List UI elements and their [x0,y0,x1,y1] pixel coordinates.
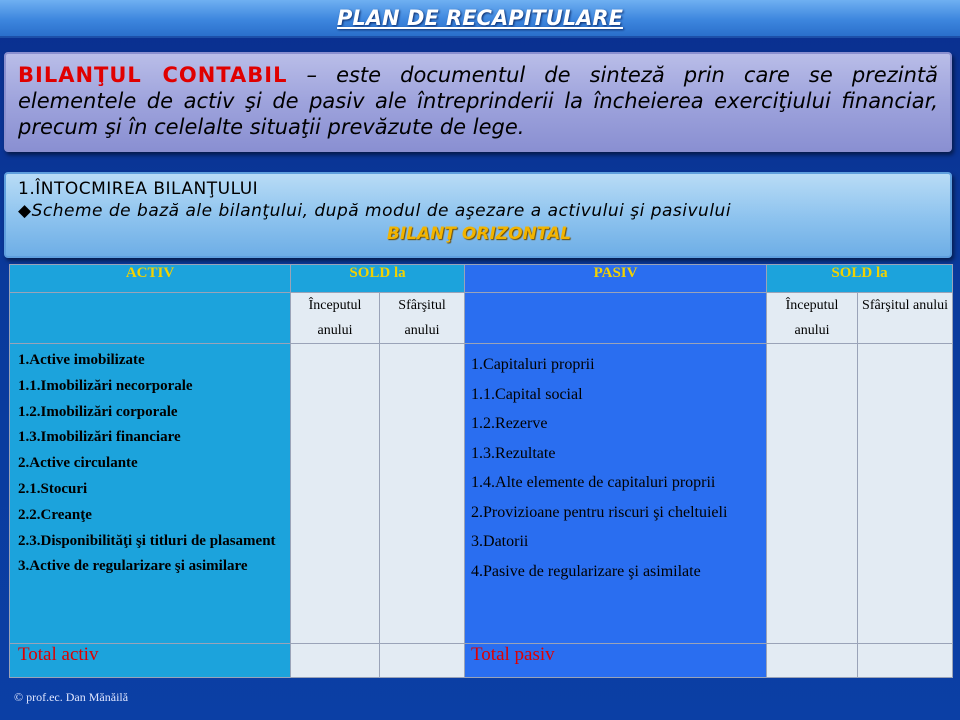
section-bullet: ◆Scheme de bază ale bilanţului, după modul de aşezare a activului şi pasivului [18,201,732,221]
pasiv-item: 1.4.Alte elemente de capitaluri proprii [471,474,716,491]
definition-text: – este documentul de sinteză prin care se prezintă elementele de activ şi de pasiv ale întreprinderii la încheierea exerciţiului financiar, precum şi în celelalte situaţii prevăzute de lege. [18,63,938,139]
pasiv-end-cell [858,344,953,644]
section-box [4,172,952,258]
page-title: PLAN DE RECAPITULARE [337,6,623,30]
subheader-start-activ: Începutul anului [291,293,380,344]
pasiv-item: 1.Capitaluri proprii [471,356,595,373]
balance-sheet-table [9,264,953,678]
total-pasiv-end [858,644,953,678]
table-body-row [10,344,953,644]
pasiv-item: 1.2.Rezerve [471,415,548,432]
total-activ-start [291,644,380,678]
subheader-end-pasiv: Sfârşitul anului [858,293,953,344]
activ-item: 2.3.Disponibilităţi şi titluri de plasament [18,532,276,549]
total-pasiv: Total pasiv [465,644,767,678]
activ-item: 1.2.Imobilizări corporale [18,403,178,420]
subheader-blank-pasiv [465,293,767,344]
total-activ-end [380,644,465,678]
subheader-end-activ: Sfârşitul anului [380,293,465,344]
pasiv-items-cell [465,344,767,644]
header-sold-pasiv: SOLD la [767,265,953,293]
table-subheader-row [10,293,953,344]
definition-box [4,52,952,152]
activ-end-cell [380,344,465,644]
activ-items-cell [10,344,291,644]
pasiv-item: 4.Pasive de regularizare şi asimilate [471,562,701,580]
footer-credit: © prof.ec. Dan Mănăilă [14,690,129,704]
activ-item: 1.1.Imobilizări necorporale [18,377,193,394]
pasiv-item: 2.Provizioane pentru riscuri şi cheltuieli [471,503,728,521]
table-total-row [10,644,953,678]
section-subtitle: BILANŢ ORIZONTAL [386,224,572,244]
activ-item: 2.1.Stocuri [18,480,88,497]
title-bar [0,0,960,38]
definition-term: BILANŢUL CONTABIL [18,63,288,87]
pasiv-item: 1.1.Capital social [471,385,583,403]
activ-item: 1.3.Imobilizări financiare [18,429,181,446]
total-activ: Total activ [10,644,291,678]
table-header-row [10,265,953,293]
section-heading: 1.ÎNTOCMIREA BILANŢULUI [18,179,259,199]
pasiv-start-cell [767,344,858,644]
header-pasiv: PASIV [465,265,767,293]
header-activ: ACTIV [10,265,291,293]
activ-item: 1.Active imobilizate [18,352,145,368]
header-sold-activ: SOLD la [291,265,465,293]
total-pasiv-start [767,644,858,678]
subheader-blank-activ [10,293,291,344]
activ-item: 2.Active circulante [18,455,138,472]
pasiv-item: 1.3.Rezultate [471,444,556,462]
subheader-start-pasiv: Începutul anului [767,293,858,344]
pasiv-item: 3.Datorii [471,533,529,550]
activ-start-cell [291,344,380,644]
activ-item: 2.2.Creanţe [18,506,92,523]
activ-item: 3.Active de regularizare şi asimilare [18,558,248,575]
